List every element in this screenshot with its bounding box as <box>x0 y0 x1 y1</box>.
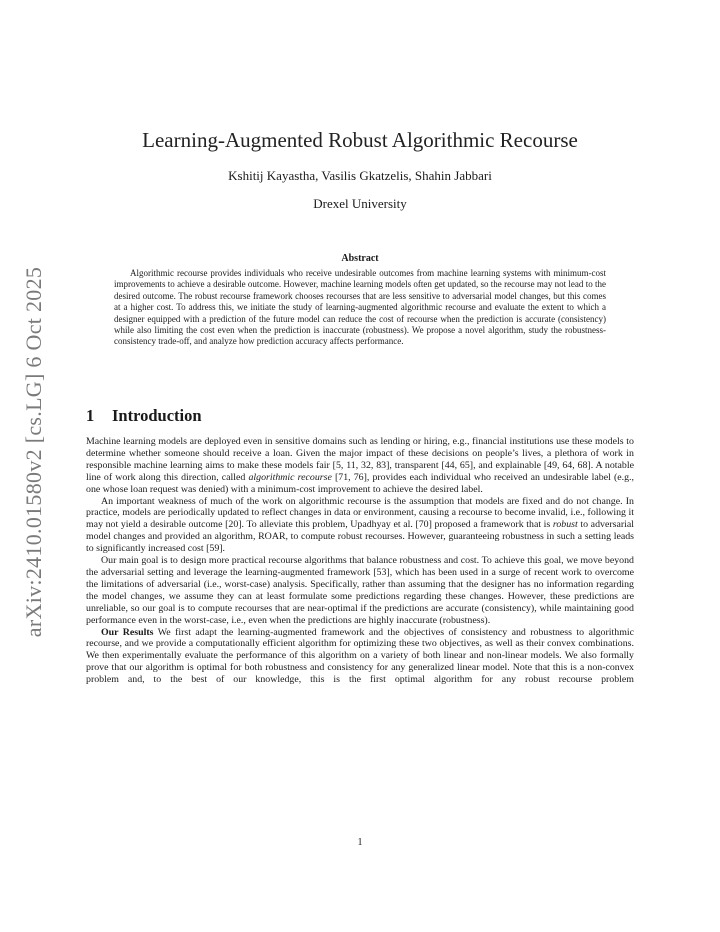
paragraph-1-emphasis: algorithmic recourse <box>248 471 332 483</box>
authors: Kshitij Kayastha, Vasilis Gkatzelis, Shahin Jabbari <box>228 168 492 183</box>
paragraph-4-text: We first adapt the learning-augmented framework and the objectives of consistency and robustness to algorithmic recourse, and we provide a computationally efficient algorithm for optimizing these two objectives, as well as their convex combinations. We then experimentally evaluate the performance of this algorithm on a variety of both linear and non-linear models. We also formally prove that our algorithm is optimal for both robustness and consistency for any generalized linear model. Note that this is a non-convex problem and, to the best of our knowledge, this is the first optimal algorithm for any robust recourse problem <box>86 626 634 686</box>
arxiv-sidebar <box>10 262 58 642</box>
body-text <box>86 436 634 686</box>
section-number: 1 <box>86 406 95 425</box>
abstract-text: Algorithmic recourse provides individuals who receive undesirable outcomes from machine learning systems with minimum-cost improvements to achieve a desirable outcome. However, machine learning models often get updated, so the recourse may not lead to the desired outcome. The robust recourse framework chooses recourses that are less sensitive to adversarial model changes, but this comes at a higher cost. To address this, we initiate the study of learning-augmented algorithmic recourse and evaluate the extent to which a designer equipped with a prediction of the future model can reduce the cost of recourse when the prediction is accurate (consistency) while also limiting the cost even when the prediction is inaccurate (robustness). We propose a novel algorithm, study the robustness-consistency trade-off, and analyze how prediction accuracy affects performance. <box>114 268 606 347</box>
paragraph-2-text-a: An important weakness of much of the work on algorithmic recourse is the assumption that models are fixed and do not change. In practice, models are periodically updated to reflect changes in data or environment, causing a recourse to become invalid, i.e., following it may not yield a desirable outcome [20]. To alleviate this problem, Upadhyay et al. [70] proposed a framework that is <box>86 495 634 531</box>
section-heading <box>86 406 202 426</box>
paragraph-2-text-b: to adversarial model changes and provided an algorithm, ROAR, to compute robust recourses. However, guaranteeing robustness in such a setting leads to significantly increased cost [59]. <box>86 519 634 555</box>
paragraph-2-emphasis: robust <box>552 519 578 531</box>
paragraph-4-heading: Our Results <box>101 626 154 638</box>
paragraph-3: Our main goal is to design more practical recourse algorithms that balance robustness and cost. To achieve this goal, we move beyond the adversarial setting and leverage the learning-augmented framework [53], which has been used in a surge of recent work to overcome the limitations of adversarial (i.e., worst-case) analysis. Specifically, rather than assuming that the designer has no information regarding the model changes, we assume they can at least formulate some predictions regarding these changes. However, these predictions are unreliable, so our goal is to compute recourses that are near-optimal if the predictions are accurate (consistency), while maintaining good performance even in the worst-case, i.e., even when the predictions are highly inaccurate (robustness). <box>86 555 634 626</box>
affiliation: Drexel University <box>313 196 407 211</box>
paper-title: Learning-Augmented Robust Algorithmic Recourse <box>142 128 578 152</box>
page-number: 1 <box>357 837 363 848</box>
arxiv-id: arXiv:2410.01580v2 [cs.LG] 6 Oct 2025 <box>21 266 46 638</box>
abstract-heading: Abstract <box>341 253 379 264</box>
section-title: Introduction <box>112 406 202 425</box>
paragraph-1-text-b: [71, 76], provides each individual who received an undesirable label (e.g., one whose loan request was denied) with a minimum-cost improvement to achieve the desired label. <box>86 471 634 495</box>
paragraph-2 <box>86 496 634 556</box>
paragraph-4 <box>86 627 634 687</box>
paragraph-1 <box>86 436 634 496</box>
paragraph-1-text-a: Machine learning models are deployed even in sensitive domains such as lending or hiring, e.g., financial institutions use these models to determine whether someone should receive a loan. Given the major impact of these decisions on people’s lives, a plethora of work in responsible machine learning aims to make these models fair [5, 11, 32, 83], transparent [44, 65], and explainable [49, 64, 68]. A notable line of work along this direction, called <box>86 436 634 483</box>
